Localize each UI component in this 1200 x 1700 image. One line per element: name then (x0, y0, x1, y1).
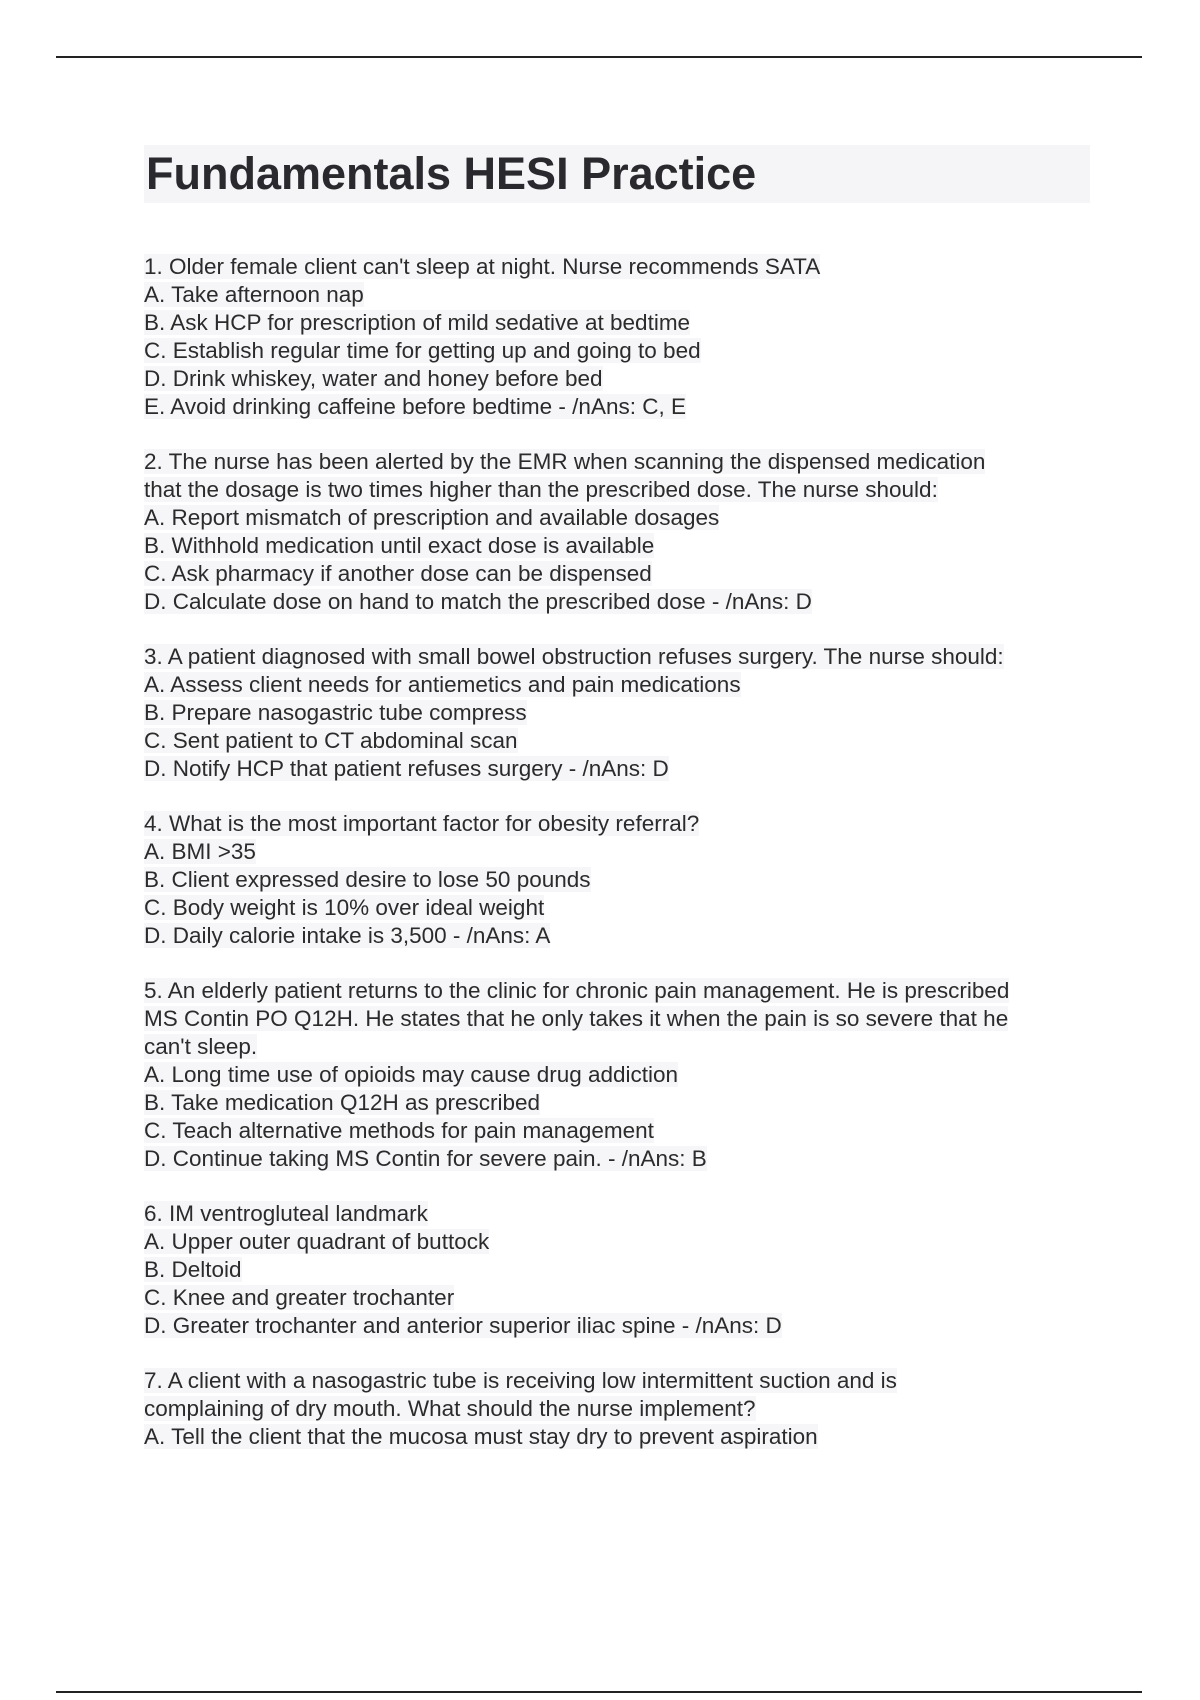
question-4 (144, 810, 1090, 950)
question-6 (144, 1200, 1090, 1340)
answer-option: D. Calculate dose on hand to match the prescribed dose - /nAns: D (144, 589, 812, 614)
answer-option: B. Prepare nasogastric tube compress (144, 700, 527, 725)
question-text: 1. Older female client can't sleep at night. Nurse recommends SATA (144, 254, 821, 279)
answer-option: C. Teach alternative methods for pain management (144, 1118, 654, 1143)
answer-option: A. Long time use of opioids may cause drug addiction (144, 1062, 679, 1087)
question-7 (144, 1367, 1090, 1451)
answer-option: A. Assess client needs for antiemetics and pain medications (144, 672, 741, 697)
answer-option: C. Knee and greater trochanter (144, 1285, 455, 1310)
bottom-rule (56, 1691, 1142, 1693)
answer-option: D. Continue taking MS Contin for severe pain. - /nAns: B (144, 1146, 707, 1171)
answer-option: D. Greater trochanter and anterior superior iliac spine - /nAns: D (144, 1313, 782, 1338)
question-text: 5. An elderly patient returns to the clinic for chronic pain management. He is prescribed (144, 978, 1010, 1003)
answer-option: C. Ask pharmacy if another dose can be dispensed (144, 561, 652, 586)
top-rule (56, 56, 1142, 58)
answer-option: A. Take afternoon nap (144, 282, 364, 307)
answer-option: A. Report mismatch of prescription and available dosages (144, 505, 720, 530)
answer-option: A. BMI >35 (144, 839, 256, 864)
question-text: complaining of dry mouth. What should the nurse implement? (144, 1396, 756, 1421)
answer-option: D. Notify HCP that patient refuses surgery - /nAns: D (144, 756, 669, 781)
question-text: 7. A client with a nasogastric tube is receiving low intermittent suction and is (144, 1368, 897, 1393)
document-body (144, 145, 1090, 1478)
question-1 (144, 253, 1090, 421)
answer-option: A. Tell the client that the mucosa must stay dry to prevent aspiration (144, 1424, 818, 1449)
question-5 (144, 977, 1090, 1173)
answer-option: B. Take medication Q12H as prescribed (144, 1090, 541, 1115)
answer-option: C. Body weight is 10% over ideal weight (144, 895, 545, 920)
answer-option: E. Avoid drinking caffeine before bedtime - /nAns: C, E (144, 394, 686, 419)
question-text: MS Contin PO Q12H. He states that he only takes it when the pain is so severe that he (144, 1006, 1009, 1031)
answer-option: A. Upper outer quadrant of buttock (144, 1229, 490, 1254)
answer-option: D. Daily calorie intake is 3,500 - /nAns: A (144, 923, 551, 948)
question-text: 6. IM ventrogluteal landmark (144, 1201, 428, 1226)
question-text: that the dosage is two times higher than the prescribed dose. The nurse should: (144, 477, 938, 502)
answer-option: B. Withhold medication until exact dose is available (144, 533, 655, 558)
document-title: Fundamentals HESI Practice (144, 145, 1090, 203)
question-text: 3. A patient diagnosed with small bowel obstruction refuses surgery. The nurse should: (144, 644, 1004, 669)
question-text: 4. What is the most important factor for obesity referral? (144, 811, 700, 836)
answer-option: C. Sent patient to CT abdominal scan (144, 728, 518, 753)
question-3 (144, 643, 1090, 783)
question-2 (144, 448, 1090, 616)
question-list (144, 253, 1090, 1451)
question-text: 2. The nurse has been alerted by the EMR when scanning the dispensed medication (144, 449, 986, 474)
answer-option: B. Client expressed desire to lose 50 pounds (144, 867, 591, 892)
question-text: can't sleep. (144, 1034, 258, 1059)
answer-option: B. Deltoid (144, 1257, 242, 1282)
answer-option: B. Ask HCP for prescription of mild sedative at bedtime (144, 310, 691, 335)
answer-option: C. Establish regular time for getting up and going to bed (144, 338, 701, 363)
answer-option: D. Drink whiskey, water and honey before bed (144, 366, 603, 391)
